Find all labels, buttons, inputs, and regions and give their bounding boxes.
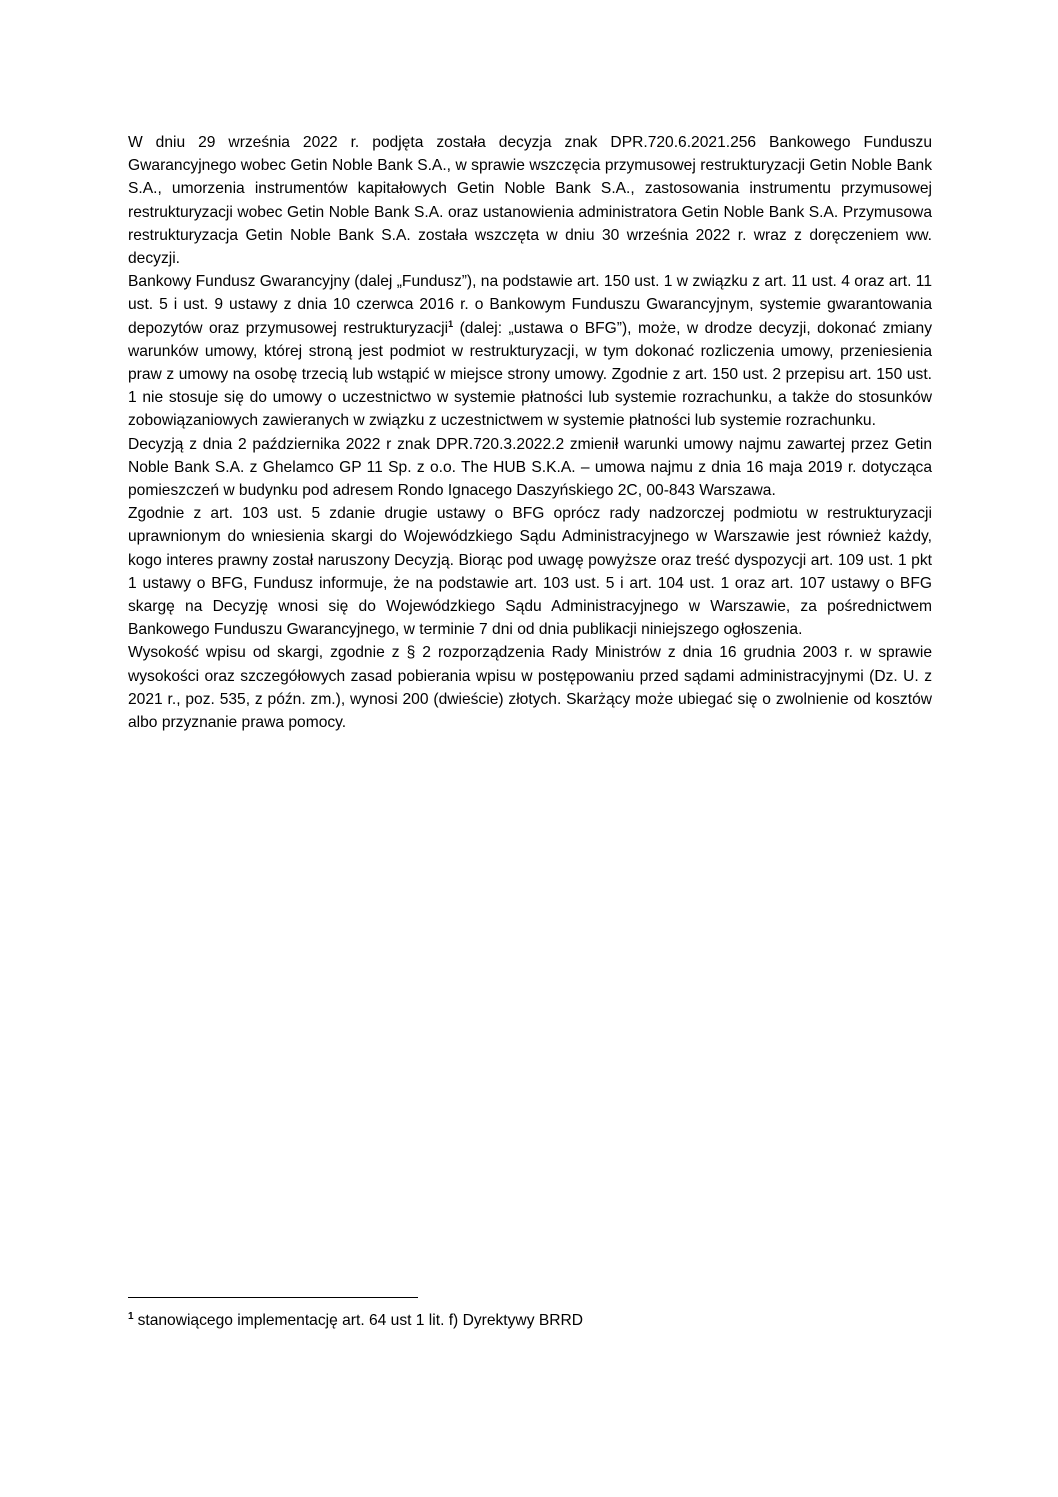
paragraph-decision-announcement: W dniu 29 września 2022 r. podjęta została decyzja znak DPR.720.6.2021.256 Bankowego Funduszu Gwarancyjnego wobec Getin Noble Bank S.A., w sprawie wszczęcia przymusowej restrukturyzacji Getin Noble Bank S.A., umorzenia instrumentów kapitałowych Getin Noble Bank S.A., zastosowania instrumentu przymusowej restrukturyzacji wobec Getin Noble Bank S.A. oraz ustanowienia administratora Getin Noble Bank S.A. Przymusowa restrukturyzacja Getin Noble Bank S.A. została wszczęta w dniu 30 września 2022 r. wraz z doręczeniem ww. decyzji.: [128, 134, 932, 268]
footnote-mark: 1: [128, 1310, 134, 1322]
document-body: [128, 131, 932, 734]
footnote: [128, 1311, 932, 1331]
paragraph-complaint-rights: Zgodnie z art. 103 ust. 5 zdanie drugie ustawy o BFG oprócz rady nadzorczej podmiotu w restrukturyzacji uprawnionym do wniesienia skargi do Wojewódzkiego Sądu Administracyjnego w Warszawie jest również każdy, kogo interes prawny został naruszony Decyzją. Biorąc pod uwagę powyższe oraz treść dyspozycji art. 109 ust. 1 pkt 1 ustawy o BFG, Fundusz informuje, że na podstawie art. 103 ust. 5 i art. 104 ust. 1 oraz art. 107 ustawy o BFG skargę na Decyzję wnosi się do Wojewódzkiego Sądu Administracyjnego w Warszawie, za pośrednictwem Bankowego Funduszu Gwarancyjnego, w terminie 7 dni od dnia publikacji niniejszego ogłoszenia.: [128, 505, 932, 639]
paragraph-legal-basis-text-end: (dalej: „ustawa o BFG”), może, w drodze decyzji, dokonać zmiany warunków umowy, której stroną jest podmiot w restrukturyzacji, w tym dokonać rozliczenia umowy, przeniesienia praw z umowy na osobę trzecią lub wstąpić w miejsce strony umowy. Zgodnie z art. 150 ust. 2 przepisu art. 150 ust. 1 nie stosuje się do umowy o uczestnictwo w systemie płatności lub systemie rozrachunku, a także do stosunków zobowiązaniowych zawieranych w związku z uczestnictwem w systemie płatności lub systemie rozrachunku.: [128, 319, 932, 430]
footnote-separator: [128, 1297, 418, 1298]
paragraph-complaint-fee: Wysokość wpisu od skargi, zgodnie z § 2 rozporządzenia Rady Ministrów z dnia 16 grudnia 2003 r. w sprawie wysokości oraz szczegółowych zasad pobierania wpisu w postępowaniu przed sądami administracyjnymi (Dz. U. z 2021 r., poz. 535, z późn. zm.), wynosi 200 (dwieście) złotych. Skarżący może ubiegać się o zwolnienie od kosztów albo przyznanie prawa pomocy.: [128, 644, 932, 732]
footnote-reference[interactable]: 1: [448, 318, 454, 329]
footnote-text: stanowiącego implementację art. 64 ust 1 lit. f) Dyrektywy BRRD: [137, 1312, 584, 1329]
paragraph-legal-basis: [128, 270, 932, 432]
paragraph-legal-basis-text-start: Bankowy Fundusz Gwarancyjny (dalej „Fundusz”), na podstawie art. 150 ust. 1 w związku z art. 11 ust. 4 oraz art. 11 ust. 5 i ust. 9 ustawy z dnia 10 czerwca 2016 r. o Bankowym Funduszu Gwarancyjnym, systemie gwarantowania depozytów oraz przymusowej restrukturyzacji: [128, 273, 932, 337]
paragraph-lease-change: Decyzją z dnia 2 października 2022 r znak DPR.720.3.2022.2 zmienił warunki umowy najmu zawartej przez Getin Noble Bank S.A. z Ghelamco GP 11 Sp. z o.o. The HUB S.K.A. – umowa najmu z dnia 16 maja 2019 r. dotycząca pomieszczeń w budynku pod adresem Rondo Ignacego Daszyńskiego 2C, 00-843 Warszawa.: [128, 435, 932, 500]
